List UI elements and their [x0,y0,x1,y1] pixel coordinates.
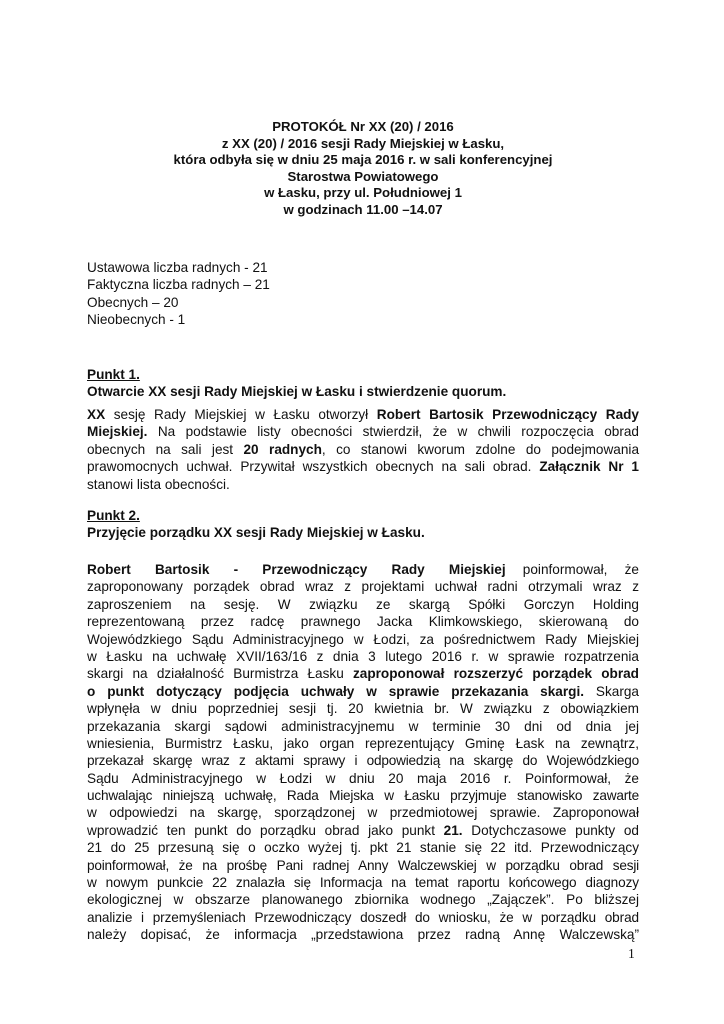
bold-text: zaproponował rozszerzyć porządek obrad [352,666,639,682]
stat-line: Ustawowa liczba radnych - 21 [87,260,268,275]
text-line [87,406,639,423]
text-line: wpłynęła w dniu poprzedniej sesji tj. 20 kwietnia br. W związku z obowiązkiem [87,701,639,717]
text-line [87,458,639,475]
text-line: reprezentowaną przez radcę prawnego Jacka Klimkowskiego, skierowaną do [87,614,639,630]
bold-text: XX [87,407,106,422]
punkt1-heading [87,366,506,400]
title-line: Starostwa Powiatowego [287,168,439,184]
title-line: w Łasku, przy ul. Południowej 1 [264,185,462,201]
text: stanowi lista obecności. [87,476,230,492]
text: poinformował, że [505,562,639,577]
punkt2-title: Przyjęcie porządku XX sesji Rady Miejskiej w Łasku. [87,525,425,540]
text-line [87,441,639,458]
text-line: analizie i przemyśleniach Przewodniczący doszedł do wniosku, że w porządku obrad [87,909,639,925]
text-line: przekazał skargę wraz z aktami sprawy i odpowiedzią na skargę do Wojewódzkiego [87,753,639,769]
protocol-title [88,119,638,219]
title-line: z XX (20) / 2016 sesji Rady Miejskiej w Łasku, [221,135,505,151]
text: obecnych na sali jest [87,441,244,457]
punkt2-paragraph [87,561,639,944]
title-line: która odbyła się w dniu 25 maja 2016 r. w sali konferencyjnej [173,152,553,168]
text: Dotychczasowe punkty od [462,822,639,838]
punkt1-paragraph [87,406,639,493]
text: sesję Rady Miejskiej w Łasku otworzył [105,407,377,422]
text-line [87,476,639,493]
punkt1-title: Otwarcie XX sesji Rady Miejskiej w Łasku i stwierdzenie quorum. [87,384,507,399]
text-line [87,665,639,682]
text-line: poinformował, że na prośbę Pani radnej Anny Walczewskiej w porządku obrad sesji [87,857,639,873]
title-line: PROTOKÓŁ Nr XX (20) / 2016 [272,119,454,134]
text-line: wniesienia, Burmistrz Łasku, jako organ reprezentujący Gminę Łask na zewnątrz, [87,735,639,751]
text-line: zaproszeniem na sesję. W związku ze skargą Spółki Gorczyn Holding [87,596,639,612]
text-line: 21 do 25 przesuną się o oczko wyżej tj. pkt 21 stanie się 22 itd. Przewodniczący [87,840,639,856]
text: , co stanowi kworum zdolne do podejmowania [321,441,640,457]
punkt1-label: Punkt 1. [87,367,140,382]
text: Na podstawie listy obecności stwierdził, że w chwili rozpoczęcia obrad [147,424,639,440]
text: skargi na działalność Burmistrza Łasku [87,666,353,682]
text-line: Sądu Administracyjnego w Łodzi w dniu 20 maja 2016 r. Poinformował, że [87,770,639,786]
text: wprowadzić ten punkt do porządku obrad jako punkt [87,822,444,838]
text: Skarga [584,683,639,699]
stat-line: Obecnych – 20 [87,294,179,310]
text-line: uchwalając niniejszą uchwałę, Rada Miejska w Łasku przyjmuje stanowisko zawarte [87,788,639,804]
text-line: w Łasku na uchwałę XVII/163/16 z dnia 3 lutego 2016 r. w sprawie rozpatrzenia [87,648,639,664]
bold-text: o punkt dotyczący podjęcia uchwały w sprawie przekazania skargi. [87,683,585,699]
attendance-stats [87,259,647,329]
punkt2-heading [87,507,425,541]
text-line: ekologicznej w obszarze planowanego zbiornika wodnego „Zajączek”. Po bliższej [87,892,639,908]
text-line [87,822,639,839]
text-line: zaproponowany porządek obrad wraz z projektami uchwał radni otrzymali wraz z [87,579,639,595]
bold-text: Robert Bartosik - Przewodniczący Rady Miejskiej [87,562,506,577]
text-line: przekazania skargi sądowi administracyjnemu w terminie 30 dni od dnia jej [87,718,639,734]
text-line [87,561,639,578]
stat-line: Faktyczna liczba radnych – 21 [87,277,270,293]
punkt2-label: Punkt 2. [87,508,140,523]
text-line [87,423,639,440]
title-line: w godzinach 11.00 –14.07 [283,201,443,217]
text: prawomocnych uchwał. Przywitał wszystkich obecnych na sali obrad. [87,459,540,475]
text-line: należy dopisać, że informacja „przedstawiona przez radną Annę Walczewską” [87,927,639,943]
bold-text: Załącznik Nr 1 [539,459,639,475]
bold-text: 20 radnych [243,441,322,457]
text-line: Wojewódzkiego Sądu Administracyjnego w Łodzi, za pośrednictwem Rady Miejskiej [87,631,639,647]
bold-text: Robert Bartosik Przewodniczący Rady [376,407,639,422]
page-number: 1 [628,946,635,961]
text-line [87,683,639,700]
text-line: w nowym punkcie 22 znalazła się Informacja na temat raportu końcowego diagnozy [87,875,639,891]
stat-line: Nieobecnych - 1 [87,312,186,328]
bold-text: Miejskiej. [87,424,148,440]
bold-text: 21. [443,822,463,838]
text-line: w odpowiedzi na skargę, sporządzonej w przedmiotowej sprawie. Zaproponował [87,805,639,821]
